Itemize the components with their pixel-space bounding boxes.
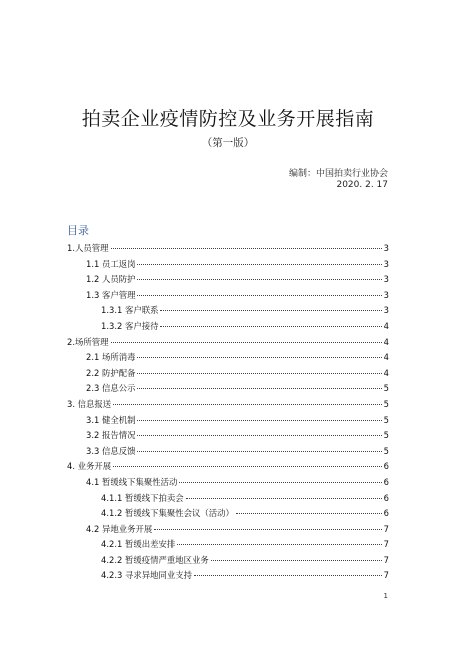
toc-dot-leader bbox=[137, 420, 381, 421]
toc-entry-label: 1.3.2 客户接待 bbox=[101, 320, 159, 331]
toc-entry-label: 1.人员管理 bbox=[67, 243, 109, 253]
toc-dot-leader bbox=[137, 451, 381, 452]
toc-entry-page: 7 bbox=[383, 554, 389, 565]
toc-entry-label: 2.场所管理 bbox=[67, 336, 109, 347]
toc-entry[interactable] bbox=[67, 289, 389, 305]
toc-entry[interactable] bbox=[67, 414, 389, 430]
toc-entry-label: 3.2 报告情况 bbox=[86, 430, 136, 441]
toc-entry-page: 4 bbox=[383, 367, 389, 378]
toc-entry-page: 3 bbox=[383, 305, 389, 316]
toc-entry-label: 2.3 信息公示 bbox=[86, 383, 136, 394]
toc-entry-page: 4 bbox=[383, 352, 389, 363]
toc-heading: 目录 bbox=[67, 224, 89, 237]
toc-entry[interactable] bbox=[67, 336, 389, 352]
toc-dot-leader bbox=[177, 544, 381, 545]
toc-entry-page: 6 bbox=[383, 492, 389, 503]
toc-entry-label: 3. 信息报送 bbox=[67, 398, 112, 409]
table-of-contents bbox=[67, 242, 389, 585]
toc-dot-leader bbox=[137, 357, 381, 358]
toc-entry[interactable] bbox=[67, 569, 389, 585]
toc-dot-leader bbox=[236, 513, 382, 514]
toc-entry-label: 3.3 信息反馈 bbox=[86, 445, 136, 456]
toc-dot-leader bbox=[154, 529, 381, 530]
toc-entry-page: 3 bbox=[383, 258, 389, 269]
toc-entry-page: 5 bbox=[383, 445, 389, 456]
toc-entry-label: 2.2 防护配备 bbox=[86, 367, 136, 378]
toc-entry[interactable] bbox=[67, 242, 389, 258]
toc-entry[interactable] bbox=[67, 382, 389, 398]
toc-entry-label: 2.1 场所消毒 bbox=[86, 352, 136, 363]
toc-entry-page: 7 bbox=[383, 523, 389, 534]
toc-entry-page: 3 bbox=[383, 289, 389, 300]
toc-entry-page: 5 bbox=[383, 383, 389, 394]
toc-entry-page: 4 bbox=[383, 336, 389, 347]
toc-entry-page: 3 bbox=[383, 243, 389, 253]
toc-entry-label: 1.3 客户管理 bbox=[86, 289, 136, 300]
toc-entry-label: 1.3.1 客户联系 bbox=[101, 305, 159, 316]
toc-dot-leader bbox=[194, 575, 382, 576]
toc-entry-page: 6 bbox=[383, 508, 389, 519]
toc-entry-label: 4.1.2 暂缓线下集聚性会议（活动） bbox=[101, 508, 234, 519]
toc-dot-leader bbox=[179, 482, 381, 483]
toc-dot-leader bbox=[137, 373, 381, 374]
toc-entry[interactable] bbox=[67, 492, 389, 508]
toc-entry[interactable] bbox=[67, 429, 389, 445]
toc-entry-page: 4 bbox=[383, 320, 389, 331]
toc-entry[interactable] bbox=[67, 538, 389, 554]
toc-entry[interactable] bbox=[67, 476, 389, 492]
toc-entry[interactable] bbox=[67, 320, 389, 336]
toc-entry[interactable] bbox=[67, 460, 389, 476]
toc-entry[interactable] bbox=[67, 398, 389, 414]
toc-entry[interactable] bbox=[67, 523, 389, 539]
toc-dot-leader bbox=[113, 466, 382, 467]
toc-entry[interactable] bbox=[67, 367, 389, 383]
toc-entry[interactable] bbox=[67, 445, 389, 461]
toc-entry-label: 4.1.1 暂缓线下拍卖会 bbox=[101, 492, 184, 503]
toc-entry-label: 1.2 人员防护 bbox=[86, 274, 136, 285]
toc-dot-leader bbox=[160, 326, 381, 327]
toc-dot-leader bbox=[186, 498, 382, 499]
toc-dot-leader bbox=[137, 264, 381, 265]
toc-entry[interactable] bbox=[67, 273, 389, 289]
toc-dot-leader bbox=[137, 388, 381, 389]
toc-entry-label: 4.1 暂缓线下集聚性活动 bbox=[86, 476, 178, 487]
toc-dot-leader bbox=[211, 560, 382, 561]
toc-entry-label: 4. 业务开展 bbox=[67, 461, 112, 472]
toc-dot-leader bbox=[137, 435, 381, 436]
toc-entry[interactable] bbox=[67, 507, 389, 523]
document-title: 拍卖企业疫情防控及业务开展指南 bbox=[81, 108, 375, 130]
toc-dot-leader bbox=[137, 279, 381, 280]
toc-entry-label: 4.2 异地业务开展 bbox=[86, 523, 153, 534]
toc-dot-leader bbox=[160, 310, 381, 311]
document-date: 2020. 2. 17 bbox=[336, 180, 388, 190]
toc-dot-leader bbox=[111, 342, 382, 343]
toc-entry[interactable] bbox=[67, 258, 389, 274]
toc-entry-page: 5 bbox=[383, 414, 389, 425]
editor-line: 编制：中国拍卖行业协会 bbox=[288, 169, 388, 179]
toc-entry-page: 5 bbox=[383, 430, 389, 441]
toc-dot-leader bbox=[111, 248, 382, 249]
toc-entry[interactable] bbox=[67, 304, 389, 320]
toc-entry[interactable] bbox=[67, 351, 389, 367]
toc-entry-page: 6 bbox=[383, 476, 389, 487]
page-number: 1 bbox=[383, 592, 388, 600]
toc-entry-page: 7 bbox=[383, 539, 389, 550]
toc-entry-page: 3 bbox=[383, 274, 389, 285]
toc-entry-label: 4.2.2 暂缓疫情严重地区业务 bbox=[101, 554, 209, 565]
toc-entry[interactable] bbox=[67, 554, 389, 570]
toc-entry-label: 4.2.1 暂缓出差安排 bbox=[101, 539, 176, 550]
toc-entry-page: 6 bbox=[383, 461, 389, 472]
toc-dot-leader bbox=[113, 404, 382, 405]
toc-entry-page: 7 bbox=[383, 570, 389, 581]
edition-label: （第一版） bbox=[201, 137, 255, 149]
toc-dot-leader bbox=[137, 295, 381, 296]
toc-entry-label: 3.1 健全机制 bbox=[86, 414, 136, 425]
toc-entry-label: 4.2.3 寻求异地同业支持 bbox=[101, 570, 192, 581]
toc-entry-label: 1.1 员工返岗 bbox=[86, 258, 136, 269]
toc-entry-page: 5 bbox=[383, 398, 389, 409]
